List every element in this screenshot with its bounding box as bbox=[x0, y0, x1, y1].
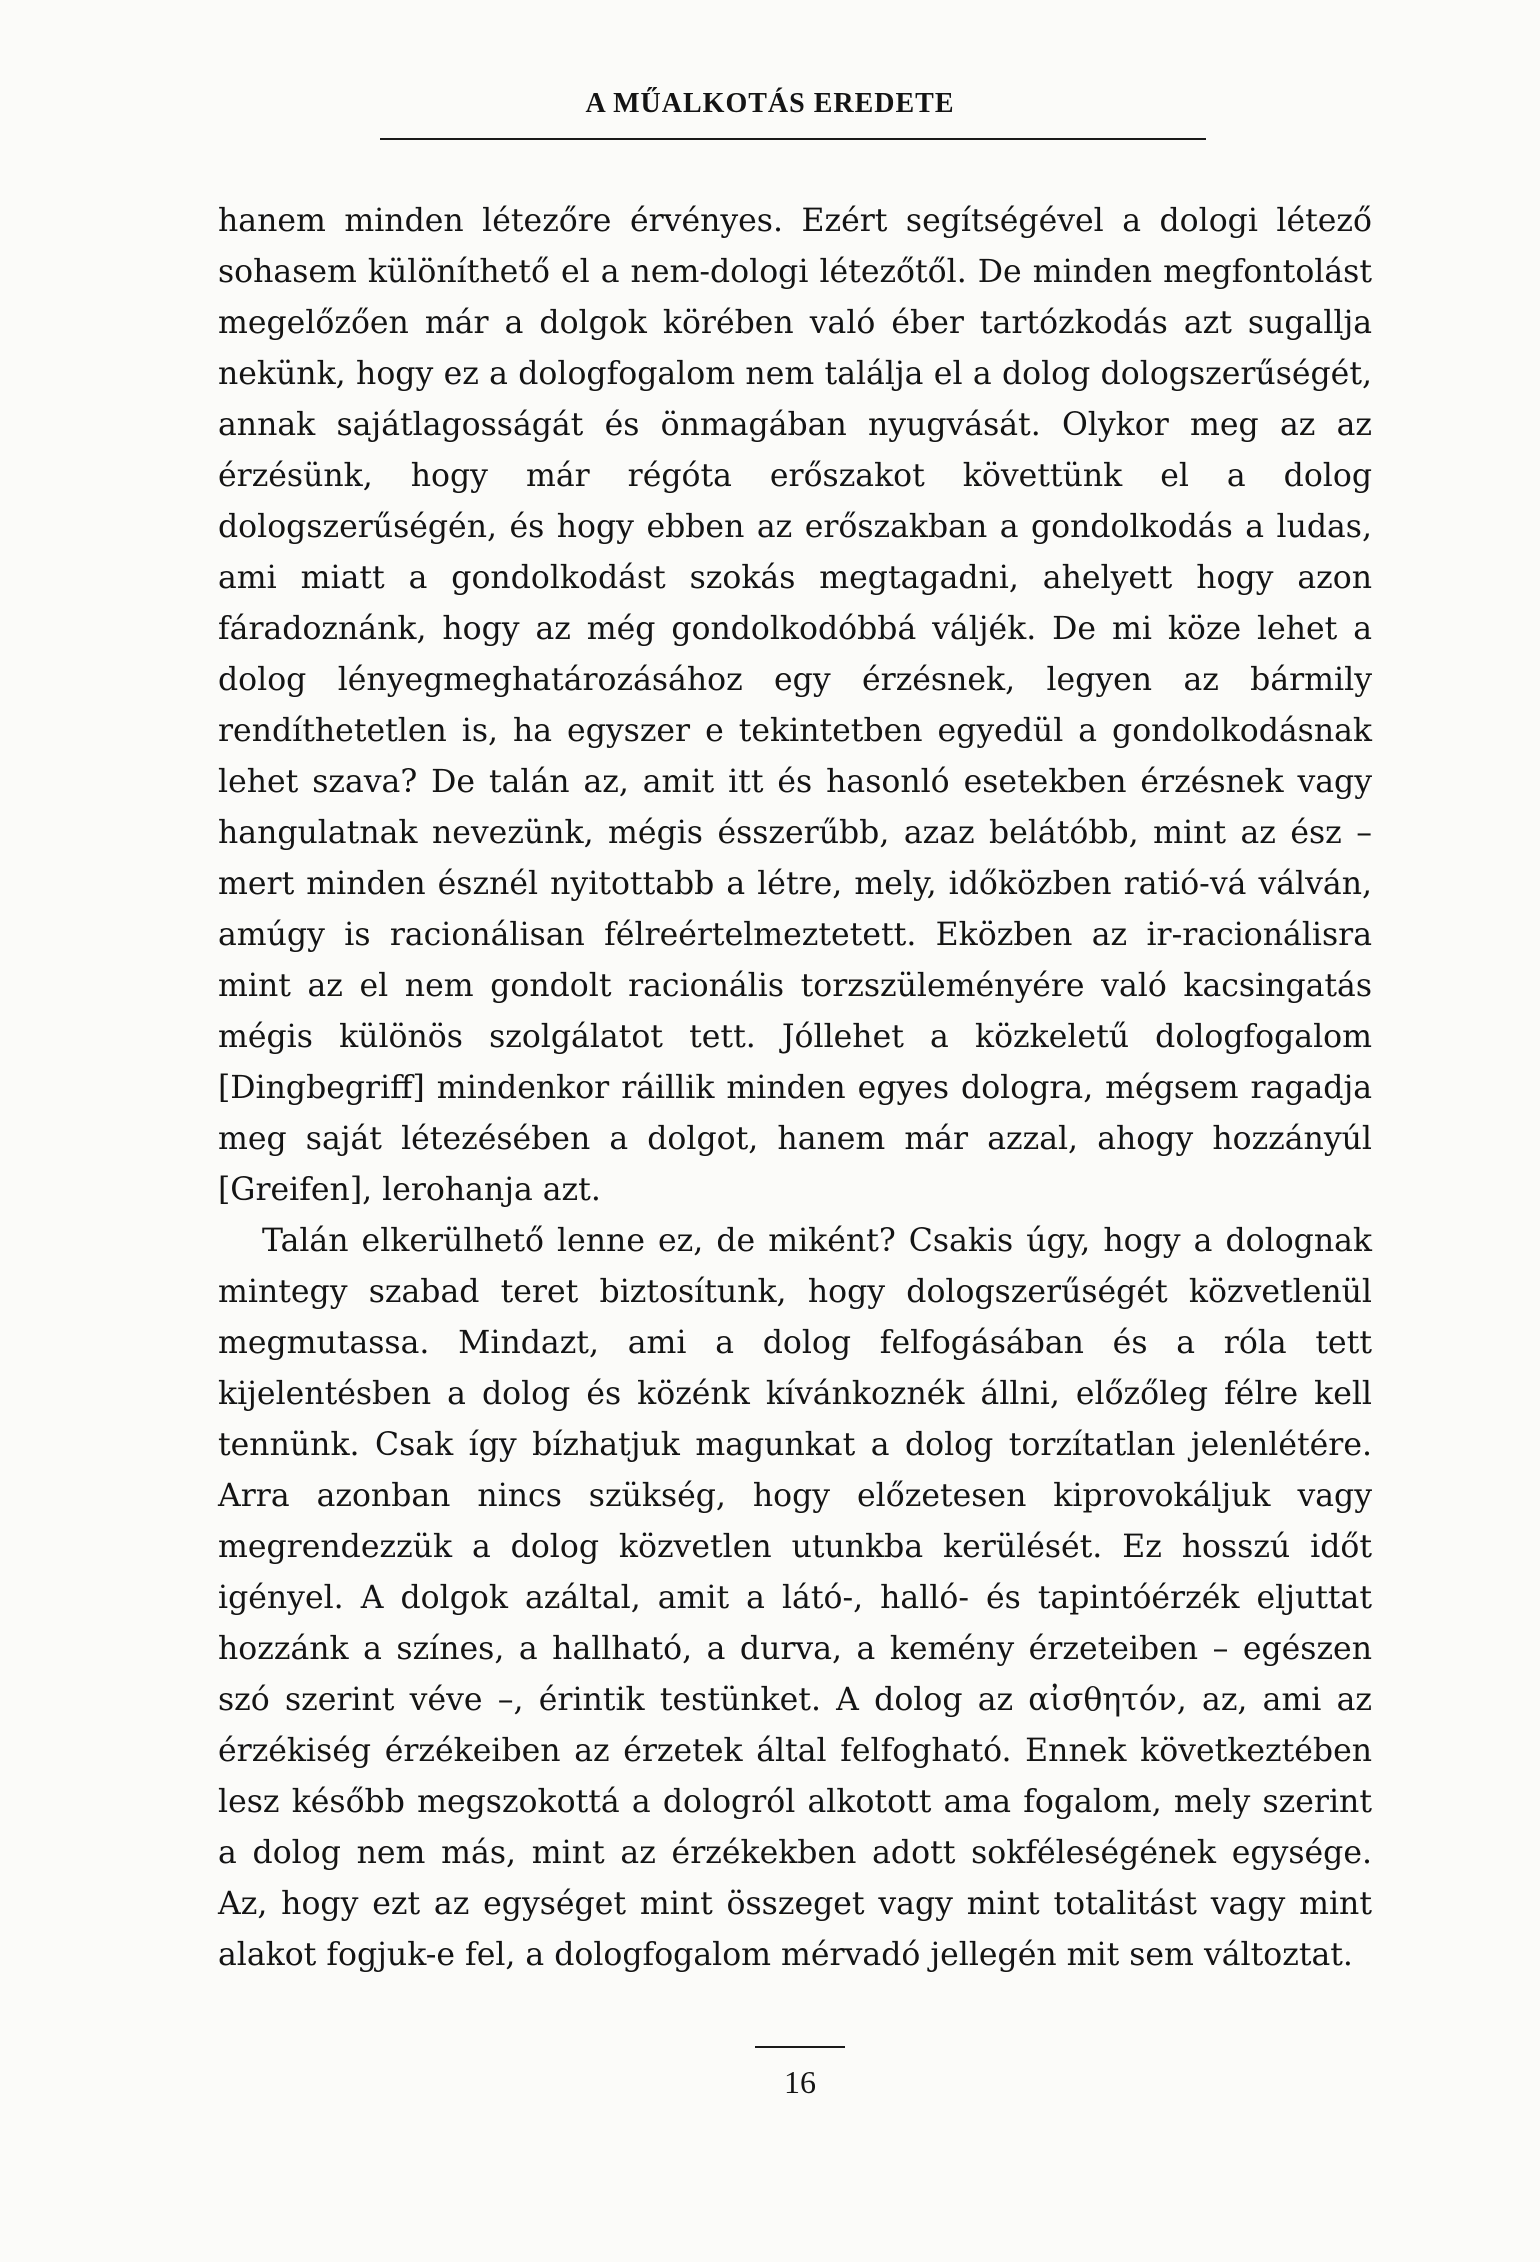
page-number: 16 bbox=[784, 2064, 816, 2100]
footer-rule bbox=[755, 2046, 845, 2048]
body-text bbox=[218, 196, 1372, 1981]
paragraph-1: hanem minden létezőre érvényes. Ezért segítségével a dologi létező sohasem különíthető el a nem-dologi létezőtől. De minden megfontolást megelőzően már a dolgok körében való éber tartózkodás azt sugallja nekünk, hogy ez a dologfogalom nem találja el a dolog dologszerűségét, annak sajátlagosságát és önmagában nyugvását. Olykor meg az az érzésünk, hogy már régóta erőszakot követtünk el a dolog dologszerűségén, és hogy ebben az erőszakban a gondolkodás a ludas, ami miatt a gondolkodást szokás megtagadni, ahelyett hogy azon fáradoznánk, hogy az még gondolkodóbbá váljék. De mi köze lehet a dolog lényegmeghatározásához egy érzésnek, legyen az bármily rendíthetetlen is, ha egyszer e tekintetben egyedül a gondolkodásnak lehet szava? De talán az, amit itt és hasonló esetekben érzésnek vagy hangulatnak nevezünk, mégis ésszerűbb, azaz belátóbb, mint az ész – mert minden észnél nyitottabb a létre, mely, időközben ratió-vá válván, amúgy is racionálisan félreértelmeztetett. Eközben az ir-racionálisra mint az el nem gondolt racionális torzszüleményére való kacsingatás mégis különös szolgálatot tett. Jóllehet a közkeletű dologfogalom [Dingbegriff] mindenkor ráillik minden egyes dologra, mégsem ragadja meg saját létezésében a dolgot, hanem már azzal, ahogy hozzányúl [Greifen], lerohanja azt. bbox=[218, 203, 1372, 1208]
paragraph-2: Talán elkerülhető lenne ez, de miként? Csakis úgy, hogy a dolognak mintegy szabad teret biztosítunk, hogy dologszerűségét közvetlenül megmutassa. Mindazt, ami a dolog felfogásában és a róla tett kijelentésben a dolog és közénk kívánkoznék állni, előzőleg félre kell tennünk. Csak így bízhatjuk magunkat a dolog torzítatlan jelenlétére. Arra azonban nincs szükség, hogy előzetesen kiprovokáljuk vagy megrendezzük a dolog közvetlen utunkba kerülését. Ez hosszú időt igényel. A dolgok azáltal, amit a látó-, halló- és tapintóérzék eljuttat hozzánk a színes, a hallható, a durva, a kemény érzeteiben – egészen szó szerint véve –, érintik testünket. A dolog az αἰσθητόν, az, ami az érzékiség érzékeiben az érzetek által felfogható. Ennek következtében lesz később megszokottá a dologról alkotott ama fogalom, mely szerint a dolog nem más, mint az érzékekben adott sokféleségének egysége. Az, hogy ezt az egységet mint összeget vagy mint totalitást vagy mint alakot fogjuk-e fel, a dologfogalom mérvadó jellegén mit sem változtat. bbox=[218, 1223, 1372, 1973]
header-rule bbox=[380, 138, 1206, 140]
running-head: A MŰALKOTÁS EREDETE bbox=[585, 88, 955, 119]
